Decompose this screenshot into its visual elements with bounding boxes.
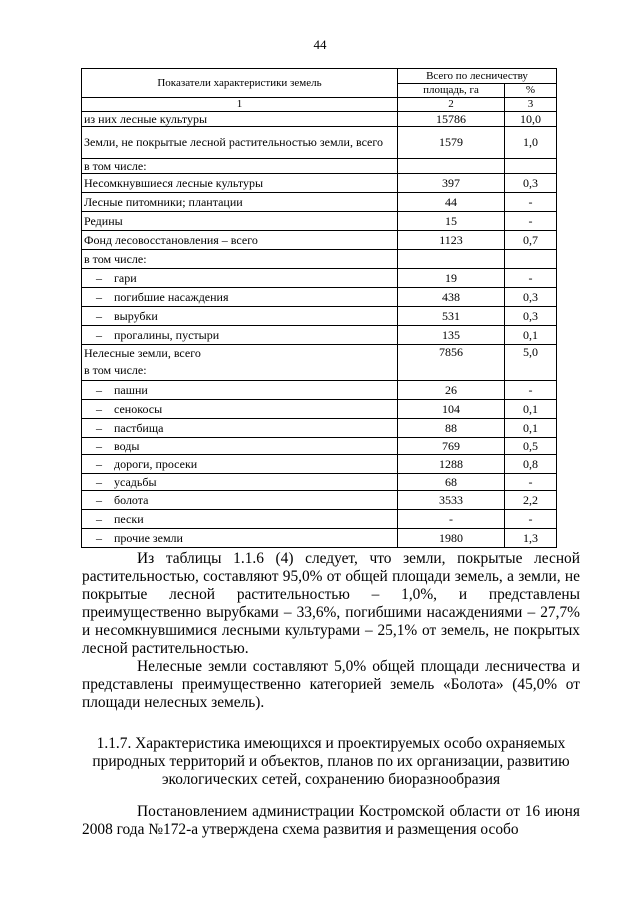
header-col-1: 1 bbox=[82, 98, 398, 112]
row-area bbox=[398, 250, 505, 269]
row-label: усадьбы bbox=[114, 474, 157, 489]
list-dash: – bbox=[96, 492, 102, 507]
row-percent bbox=[505, 250, 557, 269]
row-percent: - bbox=[505, 381, 557, 400]
header-col-3: 3 bbox=[505, 98, 557, 112]
row-sublabel: в том числе: bbox=[84, 363, 147, 377]
row-label: гари bbox=[114, 270, 137, 285]
row-area: 1579 bbox=[398, 127, 505, 159]
row-area: 7856 bbox=[398, 345, 505, 381]
table-row bbox=[82, 159, 557, 174]
row-label: пески bbox=[114, 511, 144, 526]
row-label: пашни bbox=[114, 382, 148, 397]
row-area: 15 bbox=[398, 212, 505, 231]
row-label: в том числе: bbox=[82, 250, 398, 269]
table-row bbox=[82, 250, 557, 269]
row-area: 397 bbox=[398, 174, 505, 193]
row-area: 44 bbox=[398, 193, 505, 212]
row-percent: 0,5 bbox=[505, 438, 557, 455]
list-dash: – bbox=[96, 327, 102, 342]
row-area: 88 bbox=[398, 419, 505, 438]
table-row bbox=[82, 127, 557, 159]
row-label: пастбища bbox=[114, 420, 164, 435]
table-row bbox=[82, 212, 557, 231]
row-percent: 1,0 bbox=[505, 127, 557, 159]
row-percent: 0,1 bbox=[505, 326, 557, 345]
list-dash: – bbox=[96, 401, 102, 416]
body-text-block bbox=[82, 550, 580, 712]
table-row bbox=[82, 455, 557, 474]
row-label: болота bbox=[114, 492, 149, 507]
row-area: 104 bbox=[398, 400, 505, 419]
row-area: 438 bbox=[398, 288, 505, 307]
row-area: 1288 bbox=[398, 455, 505, 474]
row-label: из них лесные культуры bbox=[82, 112, 398, 127]
section-heading: 1.1.7. Характеристика имеющихся и проектируемых особо охраняемых природных территорий и объектов, планов по их организации, развитию экологических сетей, сохранению биоразнообразия bbox=[92, 735, 570, 788]
list-dash: – bbox=[96, 511, 102, 526]
header-area: площадь, га bbox=[398, 84, 505, 98]
table-row bbox=[82, 231, 557, 250]
table-row bbox=[82, 400, 557, 419]
row-label: прочие земли bbox=[114, 530, 183, 545]
row-percent: - bbox=[505, 474, 557, 491]
row-area: 531 bbox=[398, 307, 505, 326]
row-percent: 1,3 bbox=[505, 529, 557, 548]
table-row bbox=[82, 174, 557, 193]
row-area: 3533 bbox=[398, 491, 505, 510]
row-percent: 0,8 bbox=[505, 455, 557, 474]
paragraph: Нелесные земли составляют 5,0% общей площади лесничества и представлены преимущественно категорией земель «Болота» (45,0% от площади нелесных земель). bbox=[82, 658, 580, 711]
table-row bbox=[82, 491, 557, 510]
row-percent: - bbox=[505, 269, 557, 288]
row-area: 26 bbox=[398, 381, 505, 400]
row-label: Лесные питомники; плантации bbox=[82, 193, 398, 212]
table-row bbox=[82, 193, 557, 212]
header-col-2: 2 bbox=[398, 98, 505, 112]
row-percent: 2,2 bbox=[505, 491, 557, 510]
row-label: воды bbox=[114, 438, 140, 453]
section-heading-block bbox=[82, 735, 580, 789]
row-area: - bbox=[398, 510, 505, 529]
row-percent: 0,1 bbox=[505, 400, 557, 419]
row-area: 15786 bbox=[398, 112, 505, 127]
row-label: Земли, не покрытые лесной растительностью земли, всего bbox=[82, 127, 398, 159]
header-percent: % bbox=[505, 84, 557, 98]
row-label: Редины bbox=[82, 212, 398, 231]
row-area: 68 bbox=[398, 474, 505, 491]
paragraph: Из таблицы 1.1.6 (4) следует, что земли, покрытые лесной растительностью, составляют 95,0% от общей площади земель, а земли, не покрытые лесной растительностью – 1,0%, и представлены преимущественно вырубками – 33,6%, погибшими насаждениями – 27,7% и несомкнувшимися лесными культурами – 25,1% от земель, не покрытых лесной растительностью. bbox=[82, 550, 580, 657]
row-percent: 0,3 bbox=[505, 174, 557, 193]
table-row bbox=[82, 474, 557, 491]
page-number: 44 bbox=[313, 37, 327, 52]
table-row bbox=[82, 510, 557, 529]
row-area: 19 bbox=[398, 269, 505, 288]
header-indicator: Показатели характеристики земель bbox=[82, 69, 398, 98]
row-percent: 0,3 bbox=[505, 288, 557, 307]
row-percent: - bbox=[505, 193, 557, 212]
row-area: 769 bbox=[398, 438, 505, 455]
row-area: 1123 bbox=[398, 231, 505, 250]
row-label: в том числе: bbox=[82, 159, 398, 174]
table-row bbox=[82, 381, 557, 400]
list-dash: – bbox=[96, 270, 102, 285]
header-total: Всего по лесничеству bbox=[398, 69, 557, 84]
row-percent: 0,3 bbox=[505, 307, 557, 326]
row-area: 135 bbox=[398, 326, 505, 345]
list-dash: – bbox=[96, 438, 102, 453]
row-label: Несомкнувшиеся лесные культуры bbox=[82, 174, 398, 193]
paragraph: Постановлением администрации Костромской области от 16 июня 2008 года №172-а утверждена схема развития и размещения особо bbox=[82, 803, 580, 838]
row-percent: 0,7 bbox=[505, 231, 557, 250]
land-characteristics-table bbox=[81, 68, 557, 548]
row-label: погибшие насаждения bbox=[114, 289, 229, 304]
row-percent: - bbox=[505, 212, 557, 231]
table-row bbox=[82, 419, 557, 438]
row-area bbox=[398, 159, 505, 174]
row-label: вырубки bbox=[114, 308, 158, 323]
list-dash: – bbox=[96, 382, 102, 397]
row-percent: 5,0 bbox=[505, 345, 557, 381]
list-dash: – bbox=[96, 308, 102, 323]
table-row bbox=[82, 112, 557, 127]
list-dash: – bbox=[96, 530, 102, 545]
row-percent: 0,1 bbox=[505, 419, 557, 438]
table-row bbox=[82, 345, 557, 381]
row-label: Нелесные земли, всего bbox=[84, 346, 201, 360]
row-label: сенокосы bbox=[114, 401, 163, 416]
row-label: дороги, просеки bbox=[114, 456, 198, 471]
list-dash: – bbox=[96, 456, 102, 471]
table-row bbox=[82, 529, 557, 548]
list-dash: – bbox=[96, 289, 102, 304]
row-percent: - bbox=[505, 510, 557, 529]
list-dash: – bbox=[96, 420, 102, 435]
row-label: Фонд лесовосстановления – всего bbox=[82, 231, 398, 250]
table-row bbox=[82, 288, 557, 307]
body-text-block bbox=[82, 803, 580, 839]
row-percent bbox=[505, 159, 557, 174]
row-percent: 10,0 bbox=[505, 112, 557, 127]
row-label: прогалины, пустыри bbox=[114, 327, 220, 342]
row-area: 1980 bbox=[398, 529, 505, 548]
table-row bbox=[82, 438, 557, 455]
list-dash: – bbox=[96, 474, 102, 489]
table-row bbox=[82, 269, 557, 288]
table-row bbox=[82, 307, 557, 326]
table-row bbox=[82, 326, 557, 345]
